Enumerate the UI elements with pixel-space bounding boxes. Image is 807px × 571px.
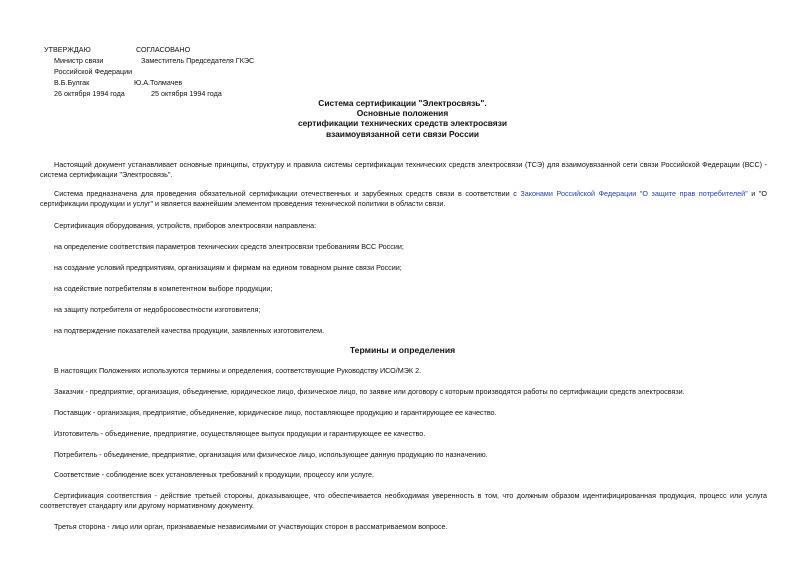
- left-date: 26 октября 1994 года: [54, 89, 125, 98]
- aim-item-5: на подтверждение показателей качества продукции, заявленных изготовителем.: [54, 326, 325, 335]
- left-name: В.Б.Булгак: [54, 78, 90, 87]
- term-intro: В настоящих Положениях используются термины и определения, соответствующие Руководству ИСО/МЭК 2.: [54, 366, 422, 375]
- paragraph-aim: Сертификация оборудования, устройств, приборов электросвязи направлена:: [54, 221, 317, 230]
- paragraph-purpose: [40, 189, 767, 208]
- term-supplier: Поставщик - организация, предприятие, объединение, юридическое лицо, поставляющее продукцию и гарантирующее ее качество.: [54, 408, 497, 417]
- title-line-4: взаимоувязанной сети связи России: [325, 128, 480, 139]
- title-line-2: Основные положения: [356, 108, 449, 119]
- paragraph-intro: Настоящий документ устанавливает основные принципы, структуру и правила системы сертификации технических средств электросвязи (ТСЭ) для взаимоувязанной сети связи Российской Федерации (ВСС) - система сертификации "Электросвязь".: [40, 160, 767, 179]
- term-third-party: Третья сторона - лицо или орган, признаваемые независимыми от участвующих сторон в рассматриваемом вопросе.: [54, 522, 448, 531]
- paragraph-purpose-text-end: и "О сертификации продукции и услуг" и является важнейшим элементом проведения технической политики в области связи.: [40, 189, 768, 208]
- term-certification: Сертификация соответствия - действие третьей стороны, доказывающее, что обеспечивается необходимая уверенность в том, что должным образом идентифицированная продукция, процесс или услуга соответствует стандарту или другому нормативному документу.: [40, 491, 767, 510]
- title-line-3: сертификации технических средств электросвязи: [297, 118, 508, 129]
- aim-item-1: на определение соответствия параметров технических средств электросвязи требованиям ВСС России;: [54, 242, 404, 251]
- term-consumer: Потребитель - объединение, предприятие, организация или физическое лицо, использующее данную продукцию по назначению.: [54, 450, 488, 459]
- right-date: 25 октября 1994 года: [151, 89, 222, 98]
- terms-heading: Термины и определения: [349, 345, 456, 355]
- title-line-1: Система сертификации "Электросвязь".: [318, 98, 487, 108]
- law-link[interactable]: Законами Российской Федерации "О защите прав потребителей": [520, 189, 748, 198]
- agreed-label: СОГЛАСОВАНО: [136, 45, 191, 54]
- aim-item-2: на создание условий предприятиям, организациям и фирмам на едином товарном рынке связи России;: [54, 263, 402, 272]
- term-customer: Заказчик - предприятие, организация, объединение, юридическое лицо, физическое лицо, по заявке или договору с которым производятся работы по сертификации средств электросвязи.: [54, 387, 685, 396]
- term-conformity: Соответствие - соблюдение всех установленных требований к продукции, процессу или услуге.: [54, 470, 375, 479]
- approve-label: УТВЕРЖДАЮ: [44, 45, 91, 54]
- aim-item-3: на содействие потребителям в компетентном выборе продукции;: [54, 284, 273, 293]
- aim-item-4: на защиту потребителя от недобросовестности изготовителя;: [54, 305, 261, 314]
- paragraph-purpose-text-start: Система предназначена для проведения обязательной сертификации отечественных и зарубежных средств связи в соответствии с: [54, 189, 521, 198]
- left-position: Министр связи: [54, 56, 104, 65]
- right-name: Ю.А.Толмачев: [134, 78, 183, 87]
- right-position: Заместитель Председателя ГКЭС: [141, 56, 255, 65]
- document-title: [200, 98, 605, 139]
- term-manufacturer: Изготовитель - объединение, предприятие, осуществляющее выпуск продукции и гарантирующее ее качество.: [54, 429, 426, 438]
- left-org: Российской Федерации: [54, 67, 133, 76]
